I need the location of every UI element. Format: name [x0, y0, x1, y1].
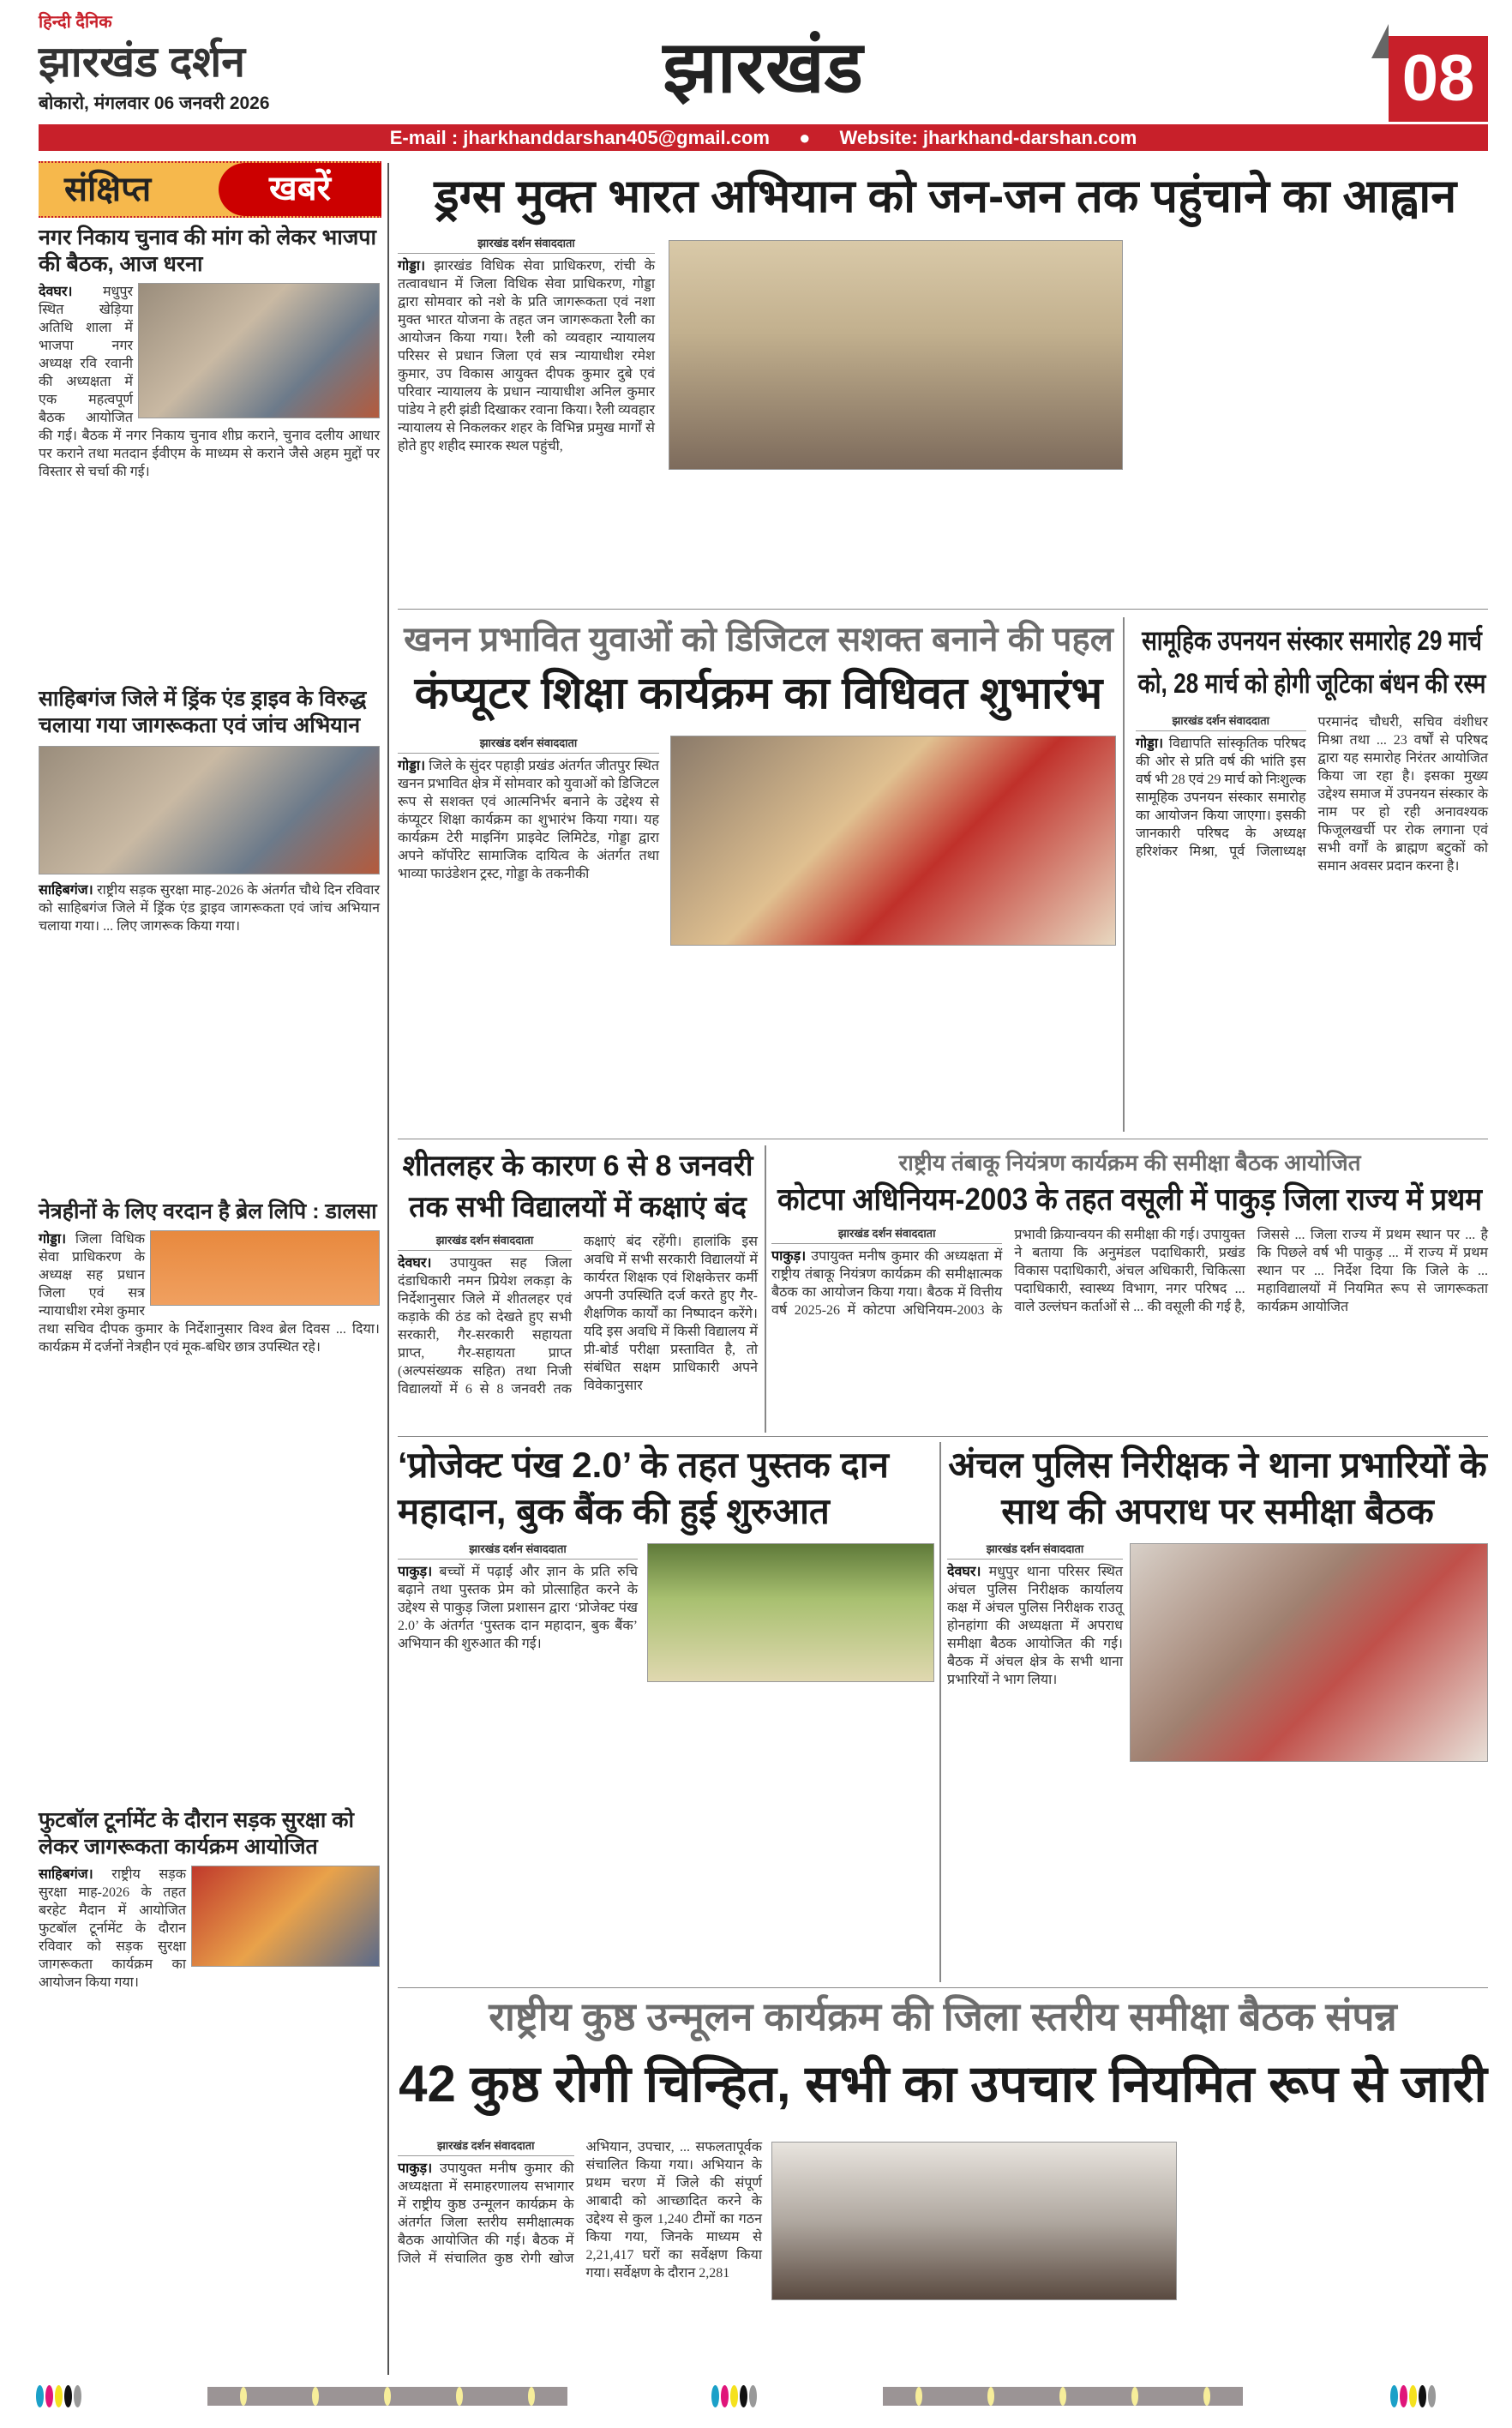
- book-bank-photo: [647, 1543, 934, 1682]
- byline: झारखंड दर्शन संवाददाता: [1136, 713, 1306, 731]
- story-text: उपायुक्त सह जिला दंडाधिकारी नमन प्रियेश लकड़ा के निर्देशानुसार जिले में शीतलहर एवं कड़ाके की ठंड को देखते हुए सभी सरकारी, गैर-सरकारी सहायता प्राप्त, गैर-सहायता प्राप्त (अल्पसंख्यक सहित) तथा निजी विद्यालयों में 6 से 8 जनवरी तक कक्षाएं बंद रहेंगी। हालांकि इस अवधि में सभी सरकारी विद्यालयों में कार्यरत शिक्षक एवं शिक्षकेत्तर कर्मी अपनी उपस्थिति दर्ज करते हुए गैर-शैक्षणिक कार्यों का निष्पादन करेंगे। यदि इस अवधि में किसी विद्यालय में प्री-बोर्ड परीक्षा प्रस्तावित है, तो संबंधित सक्षम प्राधिकारी अपने विवेकानुसार: [398, 1235, 758, 1397]
- inauguration-photo: [670, 736, 1116, 946]
- column-divider: [1123, 617, 1125, 1132]
- story-headline: 42 कुष्ठ रोगी चिन्हित, सभी का उपचार नियमित रूप से जारी: [399, 2055, 1487, 2112]
- byline: झारखंड दर्शन संवाददाता: [398, 1233, 572, 1251]
- story-headline: सामूहिक उपनयन संस्कार समारोह 29 मार्च को, 28 मार्च को होगी जूटिका बंधन की रस्म: [1137, 625, 1486, 699]
- news-story: [398, 1145, 758, 1398]
- meeting-photo: [1130, 1543, 1488, 1762]
- byline: झारखंड दर्शन संवाददाता: [771, 1226, 1002, 1244]
- news-story: [947, 1542, 1123, 1689]
- dateline: साहिबगंज।: [39, 1867, 93, 1882]
- brief-story: [39, 1807, 380, 1992]
- story-text: बच्चों में पढ़ाई और ज्ञान के प्रति रुचि बढ़ाने तथा पुस्तक प्रेम को प्रोत्साहित करने के उद्देश्य से पाकुड़ जिला प्रशासन द्वारा ‘प्रोजेक्ट पंख 2.0’ के अंतर्गत ‘पुस्तक दान महादान, बुक बैंक’ अभियान की शुरुआत की गई।: [398, 1565, 638, 1651]
- website-link[interactable]: Website: jharkhand-darshan.com: [839, 127, 1137, 148]
- dateline: पाकुड़।: [398, 1565, 433, 1579]
- story-headline: शीतलहर के कारण 6 से 8 जनवरी तक सभी विद्यालयों में कक्षाएं बंद: [402, 1150, 753, 1223]
- divider: [398, 1436, 1488, 1437]
- news-story: [398, 2138, 762, 2282]
- story-headline: कोटपा अधिनियम-2003 के तहत वसूली में पाकुड़ जिला राज्य में प्रथम: [777, 1181, 1483, 1217]
- dateline: देवघर।: [398, 1256, 432, 1271]
- newspaper-logo: झारखंड दर्शन: [39, 38, 246, 86]
- story-headline: नगर निकाय चुनाव की मांग को लेकर भाजपा की बैठक, आज धरना: [39, 225, 376, 276]
- story-photo: [39, 746, 380, 874]
- registration-marks: [36, 2385, 81, 2407]
- story-headline: ‘प्रोजेक्ट पंख 2.0’ के तहत पुस्तक दान महादान, बुक बैंक की हुई शुरुआत: [398, 1445, 889, 1531]
- review-meeting-photo: [771, 2142, 1177, 2300]
- dateline: गोड्डा।: [398, 759, 426, 773]
- story-kicker: राष्ट्रीय तंबाकू नियंत्रण कार्यक्रम की समीक्षा बैठक आयोजित: [898, 1150, 1361, 1175]
- brief-story: [39, 225, 380, 481]
- dateline: साहिबगंज।: [39, 883, 93, 898]
- byline: झारखंड दर्शन संवाददाता: [398, 1542, 638, 1560]
- masthead-tagline: हिन्दी दैनिक: [39, 13, 112, 32]
- news-story: [398, 736, 659, 883]
- byline: झारखंड दर्शन संवाददाता: [398, 236, 655, 254]
- news-story: [1136, 619, 1488, 875]
- story-text: उपायुक्त मनीष कुमार की अध्यक्षता में समाहरणालय सभागार में राष्ट्रीय कुष्ठ उन्मूलन कार्यक्रम के अंतर्गत जिला स्तरीय समीक्षात्मक बैठक आयोजित की गई। बैठक में जिले में संचालित कुष्ठ रोगी खोज अभियान, उपचार, ... सफलतापूर्वक संचालित किया गया। अभियान के प्रथम चरण में जिले की संपूर्ण आबादी को आच्छादित करने के उद्देश्य से कुल 1,240 टीमों का गठन किया गया, जिनके माध्यम से 2,21,417 घरों का सर्वेक्षण किया गया। सर्वेक्षण के दौरान 2,281: [398, 2140, 762, 2281]
- brief-story: [39, 1199, 380, 1356]
- lead-story: [398, 236, 655, 455]
- dateline: देवघर।: [39, 285, 73, 299]
- byline: झारखंड दर्शन संवाददाता: [398, 2138, 574, 2156]
- story-photo: [150, 1230, 380, 1306]
- page-number: 08: [1389, 36, 1488, 122]
- registration-marks: [711, 2385, 757, 2407]
- story-headline: अंचल पुलिस निरीक्षक ने थाना प्रभारियों के साथ की अपराध पर समीक्षा बैठक: [948, 1445, 1487, 1531]
- lead-headline-box: [403, 170, 1488, 226]
- story-photo: [191, 1866, 380, 1967]
- story-text: विद्यापति सांस्कृतिक परिषद की ओर से प्रति वर्ष की भांति इस वर्ष भी 28 एवं 29 मार्च को निःशुल्क सामूहिक उपनयन संस्कार समारोह का आयोजन किया जाएगा। इसकी जानकारी परिषद के अध्यक्ष हरिशंकर मिश्रा, पूर्व जिलाध्यक्ष परमानंद चौधरी, सचिव वंशीधर मिश्रा तथा ... 23 वर्षों से परिषद द्वारा यह समारोह निरंतर आयोजित किया जा रहा है। इसका मुख्य उद्देश्य समाज में उपनयन संस्कार के नाम पर हो रही अनावश्यक फिजूलखर्ची पर रोक लगाना एवं सभी वर्गों के ब्राह्मण बटुकों को समान अवसर प्रदान करना है।: [1136, 715, 1488, 874]
- dateline: गोड्डा।: [1136, 736, 1164, 751]
- column-divider: [765, 1145, 766, 1433]
- bullet-icon: ●: [799, 127, 811, 148]
- story-kicker: खनन प्रभावित युवाओं को डिजिटल सशक्त बनाने की पहल: [404, 621, 1113, 658]
- story-head-group: [947, 1442, 1488, 1535]
- news-story: [771, 1147, 1488, 1319]
- column-divider: [939, 1442, 941, 1982]
- story-photo: [138, 283, 380, 418]
- dateline: गोड्डा।: [398, 259, 426, 273]
- color-strip: [207, 2387, 567, 2406]
- color-strip: [883, 2387, 1243, 2406]
- rally-photo: [669, 240, 1123, 470]
- section-title: झारखंड: [663, 27, 863, 107]
- news-label: खबरें: [219, 163, 381, 216]
- story-text: झारखंड विधिक सेवा प्राधिकरण, रांची के तत्वावधान में जिला विधिक सेवा प्राधिकरण, गोड्डा द्वारा सोमवार को नशे के प्रति जागरूकता एवं नशा मुक्त भारत योजना के तहत जन जागरूकता रैली का आयोजन किया गया। रैली को व्यवहार न्यायालय परिसर से प्रधान जिला एवं सत्र न्यायाधीश रमेश कुमार, उप विकास आयुक्त दीपक कुमार दुबे एवं परिवार न्यायालय के प्रधान न्यायाधीश अनिल कुमार पांडेय ने हरी झंडी दिखाकर रवाना किया। रैली व्यवहार न्यायालय से निकलकर शहर के विभिन्न प्रमुख मार्गों से होते हुए शहीद स्मारक स्थल पहुंची,: [398, 259, 655, 454]
- email-link[interactable]: E-mail : jharkhanddarshan405@gmail.com: [389, 127, 770, 148]
- story-text: राष्ट्रीय सड़क सुरक्षा माह-2026 के अंतर्गत चौथे दिन रविवार को साहिबगंज जिले में ड्रिंक एंड ड्राइव जागरूकता एवं जांच अभियान चलाया गया। ... लिए जागरूक किया गया।: [39, 883, 380, 934]
- story-text: जिला विधिक सेवा प्राधिकरण के अध्यक्ष सह प्रधान जिला एवं सत्र न्यायाधीश रमेश कुमार तथा सचिव दीपक कुमार के निर्देशानुसार विश्व ब्रेल दिवस ... दिया। कार्यक्रम में दर्जनों नेत्रहीन एवं मूक-बधिर छात्र उपस्थित रहे।: [39, 1232, 380, 1355]
- story-headline: साहिबगंज जिले में ड्रिंक एंड ड्राइव के विरुद्ध चलाया गया जागरूकता एवं जांच अभियान: [39, 687, 367, 737]
- brief-label: संक्षिप्त: [64, 171, 152, 208]
- divider: [398, 609, 1488, 610]
- column-divider: [387, 163, 389, 2375]
- story-headline: कंप्यूटर शिक्षा कार्यक्रम का विधिवत शुभारंभ: [414, 669, 1103, 718]
- story-head-group: [398, 1442, 933, 1535]
- byline: झारखंड दर्शन संवाददाता: [947, 1542, 1123, 1560]
- story-columns: [1136, 713, 1488, 875]
- brief-story: [39, 686, 380, 935]
- story-text: मधुपुर थाना परिसर स्थित अंचल पुलिस निरीक्षक कार्यालय कक्ष में अंचल पुलिस निरीक्षक राउतू होनहांगा की अध्यक्षता में अपराध समीक्षा बैठक आयोजित की गई। बैठक में अंचल क्षेत्र के सभी थाना प्रभारियों ने भाग लिया।: [947, 1565, 1123, 1687]
- story-text: जिले के सुंदर पहाड़ी प्रखंड अंतर्गत जीतपुर स्थित खनन प्रभावित क्षेत्र में सोमवार को युवाओं को डिजिटल रूप से सशक्त एवं आत्मनिर्भर बनाने के उद्देश्य से कंप्यूटर शिक्षा कार्यक्रम का शुभारंभ किया गया। यह कार्यक्रम टेरी माइनिंग प्राइवेट लिमिटेड, गोड्डा द्वारा अपने कॉर्पोरेट सामाजिक दायित्व के अंतर्गत तथा भाव्या फाउंडेशन ट्रस्ट, गोड्डा के तकनीकी: [398, 759, 659, 881]
- news-story: [398, 1542, 638, 1653]
- story-head-group: [398, 1991, 1488, 2118]
- registration-marks: [1390, 2385, 1436, 2407]
- page-tab-fold: [1371, 24, 1389, 58]
- dateline: पाकुड़।: [771, 1249, 807, 1264]
- story-text: उपायुक्त मनीष कुमार की अध्यक्षता में राष्ट्रीय तंबाकू नियंत्रण कार्यक्रम की समीक्षात्मक बैठक का आयोजन किया गया। बैठक में वित्तीय वर्ष 2025-26 में कोटपा अधिनियम-2003 के प्रभावी क्रियान्वयन की समीक्षा की गई। उपायुक्त ने बताया कि अनुमंडल पदाधिकारी, प्रखंड विकास पदाधिकारी, अंचल अधिकारी, चिकित्सा पदाधिकारी, स्वास्थ्य विभाग, नगर परिषद ... वाले उल्लंघन कर्ताओं से ... की वसूली की गई है, जिससे ... जिला राज्य में प्रथम स्थान पर ... है कि पिछले वर्ष भी पाकुड़ ... में राज्य में प्रथम स्थान पर ... निर्देश दिया कि जिले के ... महाविद्यालयों में नियमित रूप से जागरूकता कार्यक्रम आयोजित: [771, 1228, 1488, 1318]
- story-head-group: [403, 619, 1114, 720]
- byline: झारखंड दर्शन संवाददाता: [398, 736, 659, 754]
- divider: [398, 1987, 1488, 1988]
- brief-news-banner: [39, 161, 381, 218]
- story-text: मधुपुर स्थित खेड़िया अतिथि शाला में भाजपा नगर अध्यक्ष रवि रवानी की अध्यक्षता में एक महत्वपूर्ण बैठक आयोजित की गई। बैठक में नगर निकाय चुनाव शीघ्र कराने, चुनाव दलीय आधार पर कराने तथा मतदान ईवीएम के माध्यम से कराने जैसे अहम मुद्दों पर विस्तार से चर्चा की गई।: [39, 285, 380, 479]
- story-text: राष्ट्रीय सड़क सुरक्षा माह-2026 के तहत बरहेट मैदान में आयोजित फुटबॉल टूर्नामेंट के दौरान रविवार को सड़क सुरक्षा जागरूकता कार्यक्रम का आयोजन किया गया।: [39, 1867, 186, 1990]
- lead-headline: ड्रग्स मुक्त भारत अभियान को जन-जन तक पहुंचाने का आह्वान: [434, 171, 1457, 222]
- story-columns: [771, 1226, 1488, 1319]
- story-headline: नेत्रहीनों के लिए वरदान है ब्रेल लिपि : डालसा: [39, 1199, 377, 1223]
- story-columns: [398, 1233, 758, 1398]
- story-headline: फुटबॉल टूर्नामेंट के दौरान सड़क सुरक्षा को लेकर जागरूकता कार्यक्रम आयोजित: [39, 1808, 354, 1859]
- dateline: गोड्डा।: [39, 1232, 67, 1247]
- contact-bar: [39, 124, 1488, 151]
- story-kicker: राष्ट्रीय कुष्ठ उन्मूलन कार्यक्रम की जिला स्तरीय समीक्षा बैठक संपन्न: [489, 1994, 1397, 2039]
- dateline: देवघर।: [947, 1565, 981, 1579]
- edition-dateline: बोकारो, मंगलवार 06 जनवरी 2026: [39, 93, 270, 113]
- dateline: पाकुड़।: [398, 2161, 433, 2176]
